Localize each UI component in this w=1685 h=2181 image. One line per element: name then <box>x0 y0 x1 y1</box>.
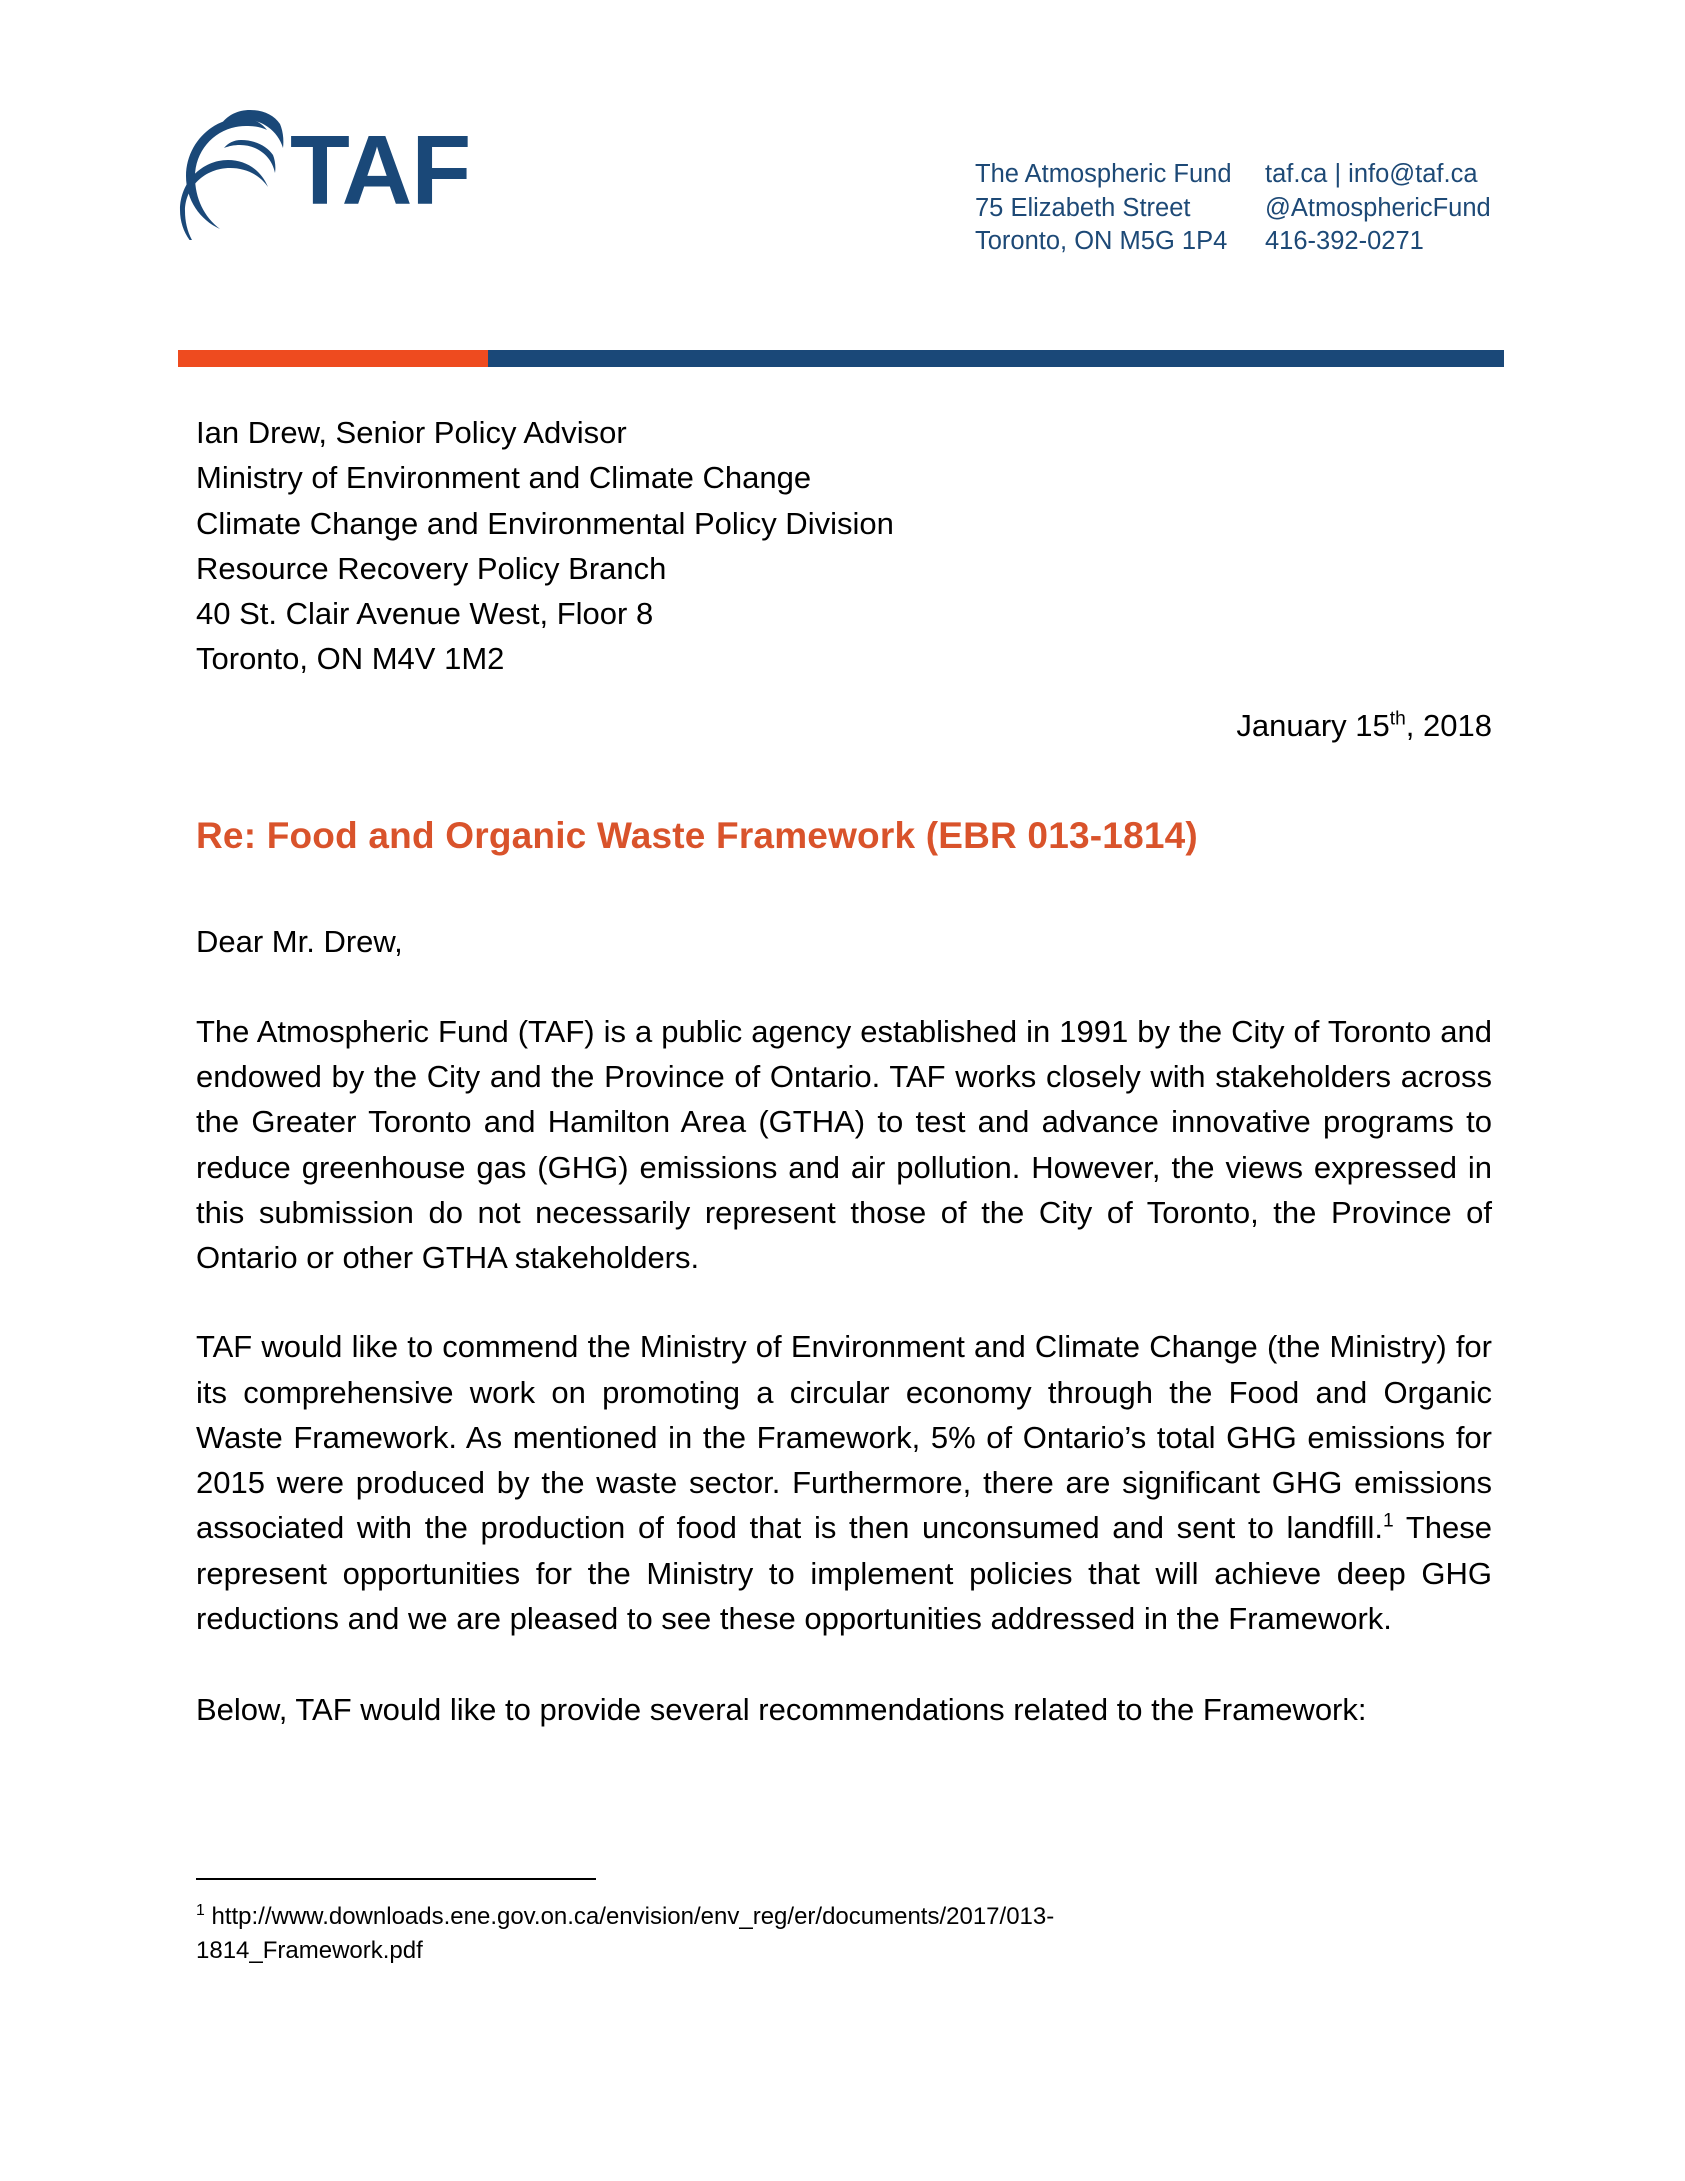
paragraph-commendation-text: TAF would like to commend the Ministry of Environment and Climate Change (the Ministry) for its comprehensive work on promoting a circular economy through the Food and Organic Waste Framework. As mentioned in the Framework, 5% of Ontario’s total GHG emissions for 2015 were produced by the waste sector. Furthermore, there are significant GHG emissions associated with the production of food that is then unconsumed and sent to landfill. <box>196 1329 1492 1546</box>
recipient-address <box>196 410 1492 682</box>
letterhead-divider <box>178 350 1504 367</box>
footnote-separator-rule <box>196 1878 596 1880</box>
contact-org-name: The Atmospheric Fund <box>975 160 1232 188</box>
contact-phone[interactable]: 416-392-0271 <box>1265 227 1424 256</box>
recipient-line: Ministry of Environment and Climate Change <box>196 460 812 496</box>
contact-street: 75 Elizabeth Street <box>975 193 1191 222</box>
contact-info <box>975 158 1491 259</box>
letter-date <box>196 708 1492 744</box>
date-month-day: January 15 <box>1236 707 1390 743</box>
contact-social-handle[interactable]: @AtmosphericFund <box>1265 193 1491 222</box>
divider-navy-segment <box>488 350 1504 367</box>
subject-heading: Re: Food and Organic Waste Framework (EBR 013-1814) <box>196 814 1198 856</box>
paragraph-recommendations-intro: Below, TAF would like to provide several recommendations related to the Framework: <box>196 1692 1367 1728</box>
recipient-line: Resource Recovery Policy Branch <box>196 550 667 586</box>
taf-crescent-logo-icon <box>168 100 296 240</box>
date-year: , 2018 <box>1405 707 1492 743</box>
footnote-number: 1 <box>196 1902 205 1919</box>
contact-website-email[interactable]: taf.ca | info@taf.ca <box>1265 160 1478 188</box>
footnote-area <box>196 1878 1492 1968</box>
taf-logo <box>168 100 470 240</box>
recipient-line: 40 St. Clair Avenue West, Floor 8 <box>196 596 654 631</box>
letterhead <box>0 0 1685 300</box>
footnote-entry <box>196 1900 1256 1968</box>
contact-address-column <box>975 158 1265 259</box>
footnote-url[interactable]: http://www.downloads.ene.gov.on.ca/envision/env_reg/er/documents/2017/013-1814_Framework.pdf <box>196 1903 1055 1965</box>
taf-wordmark: TAF <box>290 115 471 225</box>
contact-city-postal: Toronto, ON M5G 1P4 <box>975 227 1228 256</box>
recipient-line: Ian Drew, Senior Policy Advisor <box>196 415 627 450</box>
paragraph-about-taf: The Atmospheric Fund (TAF) is a public agency established in 1991 by the City of Toronto and endowed by the City and the Province of Ontario. TAF works closely with stakeholders across the Greater Toronto and Hamilton Area (GTHA) to test and advance innovative programs to reduce greenhouse gas (GHG) emissions and air pollution. However, the views expressed in this submission do not necessarily represent those of the City of Toronto, the Province of Ontario or other GTHA stakeholders. <box>196 1013 1492 1276</box>
paragraph-commendation-text-cont: These represent opportunities for the Ministry to implement policies that will achieve deep GHG reductions and we are pleased to see these opportunities addressed in the Framework. <box>196 1510 1492 1636</box>
recipient-line: Climate Change and Environmental Policy Division <box>196 505 894 541</box>
date-ordinal-suffix: th <box>1389 708 1406 730</box>
recipient-line: Toronto, ON M4V 1M2 <box>196 641 505 677</box>
contact-digital-column <box>1265 158 1491 259</box>
letter-body <box>196 410 1492 1763</box>
divider-orange-segment <box>178 350 488 367</box>
paragraph-commendation <box>196 1324 1492 1641</box>
salutation: Dear Mr. Drew, <box>196 923 403 959</box>
footnote-reference-marker[interactable]: 1 <box>1383 1511 1394 1532</box>
